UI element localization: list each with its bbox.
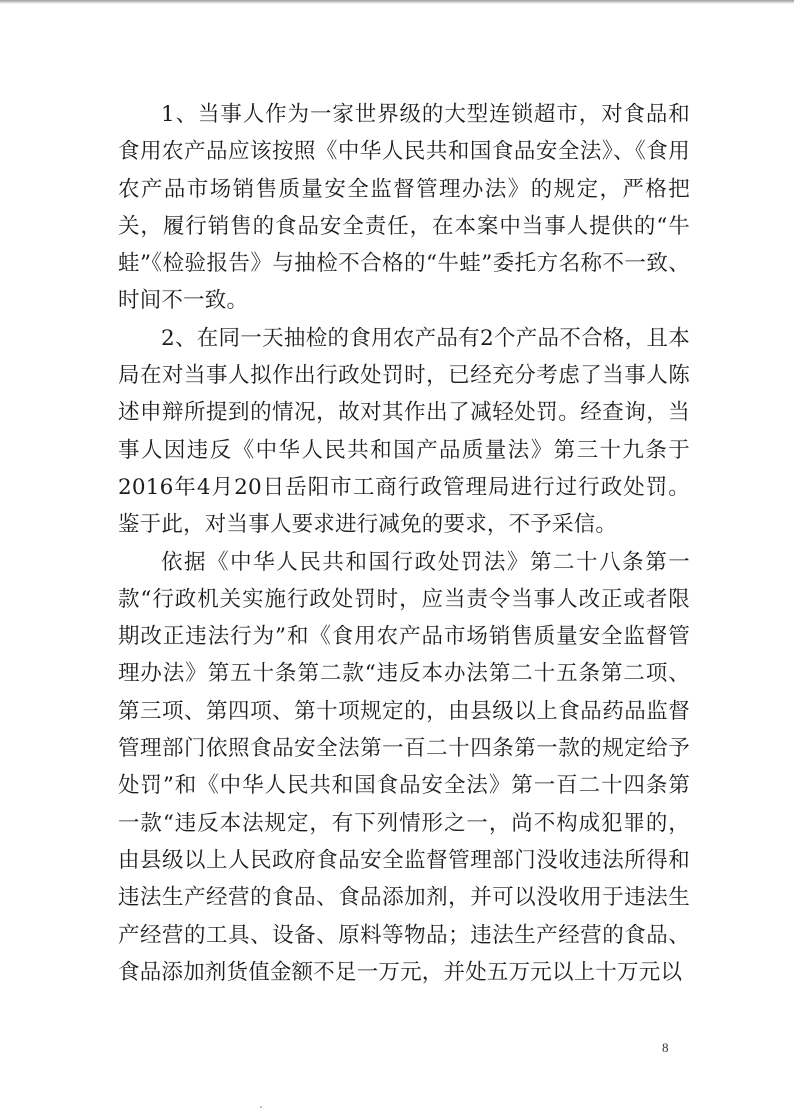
- paragraph-point-1: 1、当事人作为一家世界级的大型连锁超市，对食品和食用农产品应该按照《中华人民共和国食品安全法》、《食用农产品市场销售质量安全监督管理办法》的规定，严格把关，履行销售的食品安全责任，在本案中当事人提供的“牛蛙”《检验报告》与抽检不合格的“牛蛙”委托方名称不一致、时间不一致。: [118, 102, 690, 314]
- page-number: 8: [662, 1040, 669, 1055]
- scan-edge: [0, 0, 794, 4]
- paragraph-legal-basis: 依据《中华人民共和国行政处罚法》第二十八条第一款“行政机关实施行政处罚时，应当责令当事人改正或者限期改正违法行为”和《食用农产品市场销售质量安全监督管理办法》第五十条第二款“违反本办法第二十五条第二项、第三项、第四项、第十项规定的，由县级以上食品药品监督管理部门依照食品安全法第一百二十四条第一款的规定给予处罚”和《中华人民共和国食品安全法》第一百二十四条第一款“违反本法规定，有下列情形之一，尚不构成犯罪的，由县级以上人民政府食品安全监督管理部门没收违法所得和违法生产经营的食品、食品添加剂，并可以没收用于违法生产经营的工具、设备、原料等物品；违法生产经营的食品、食品添加剂货值金额不足一万元，并处五万元以上十万元以: [118, 549, 690, 985]
- document-body: [118, 96, 690, 991]
- scan-artifact: [260, 1106, 262, 1108]
- paragraph-point-2: 2、在同一天抽检的食用农产品有2个产品不合格，且本局在对当事人拟作出行政处罚时，已经充分考虑了当事人陈述申辩所提到的情况，故对其作出了减轻处罚。经查询，当事人因违反《中华人民共和国产品质量法》第三十九条于2016年4月20日岳阳市工商行政管理局进行过行政处罚。鉴于此，对当事人要求进行减免的要求，不予采信。: [118, 325, 690, 538]
